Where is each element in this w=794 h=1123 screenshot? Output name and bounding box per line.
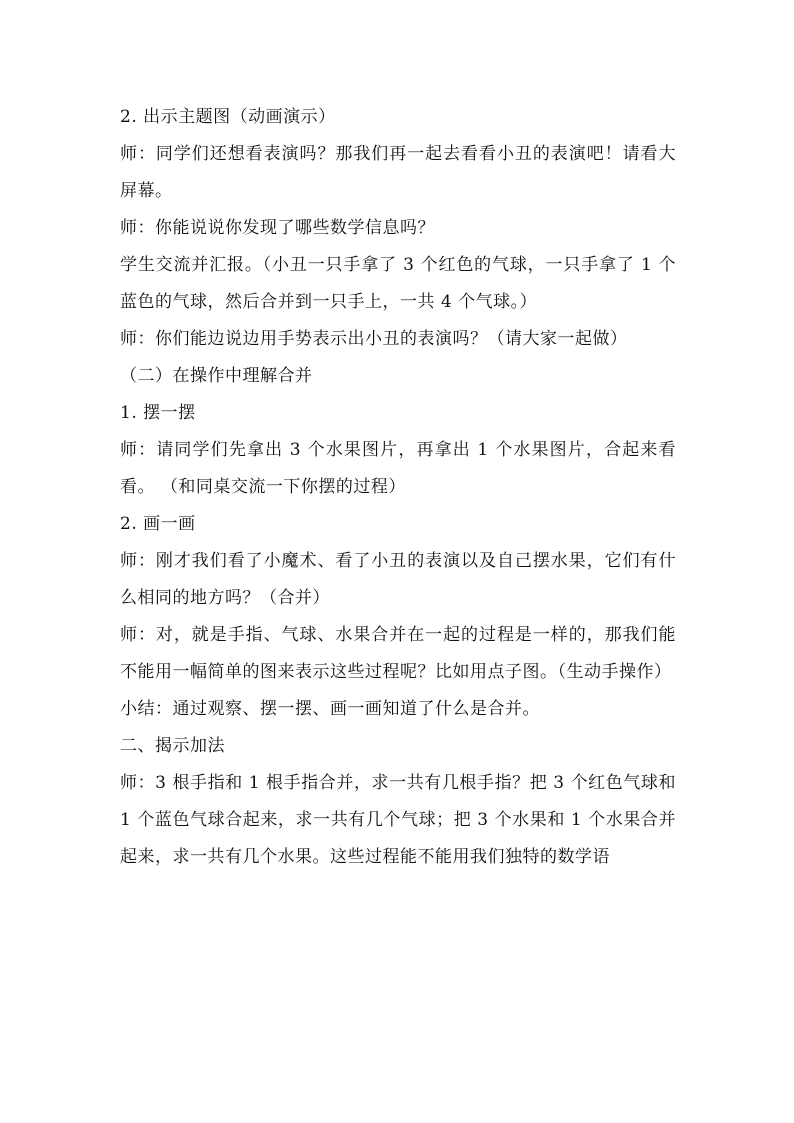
teacher-line-gesture: 师：你们能边说边用手势表示出小丑的表演吗？（请大家一起做） <box>120 329 628 349</box>
teacher-line-dot-diagram: 师：对，就是手指、气球、水果合并在一起的过程是一样的，那我们能不能用一幅简单的图来表示这些过程呢？比如用点子图。（生动手操作） <box>120 625 676 682</box>
section-heading-addition: 二、揭示加法 <box>120 736 225 756</box>
student-report: 学生交流并汇报。（小丑一只手拿了 3 个红色的气球，一只手拿了 1 个蓝色的气球，然后合并到一只手上，一共 4 个气球。） <box>120 255 676 312</box>
subheading-arrange: 1. 摆一摆 <box>120 403 196 423</box>
subheading-draw: 2. 画一画 <box>120 514 196 534</box>
document-body <box>120 99 676 876</box>
teacher-line-watch-show: 师：同学们还想看表演吗？那我们再一起去看看小丑的表演吧！请看大屏幕。 <box>120 144 676 201</box>
section-heading-understand-merge: （二）在操作中理解合并 <box>120 366 313 386</box>
teacher-line-addition-intro: 师：3 根手指和 1 根手指合并，求一共有几根手指？把 3 个红色气球和 1 个蓝色气球合起来，求一共有几个气球；把 3 个水果和 1 个水果合并起来，求一共有几个水果。这些过程能不能用我们独特的数学语 <box>120 773 676 867</box>
summary-line: 小结：通过观察、摆一摆、画一画知道了什么是合并。 <box>120 699 540 719</box>
teacher-line-math-info: 师：你能说说你发现了哪些数学信息吗？ <box>120 218 435 238</box>
section-heading-show-picture: 2. 出示主题图（动画演示） <box>120 107 336 127</box>
teacher-line-common-point: 师：刚才我们看了小魔术、看了小丑的表演以及自己摆水果，它们有什么相同的地方吗？（合并） <box>120 551 676 608</box>
teacher-line-fruit-cards: 师：请同学们先拿出 3 个水果图片，再拿出 1 个水果图片，合起来看看。 （和同桌交流一下你摆的过程） <box>120 440 676 497</box>
